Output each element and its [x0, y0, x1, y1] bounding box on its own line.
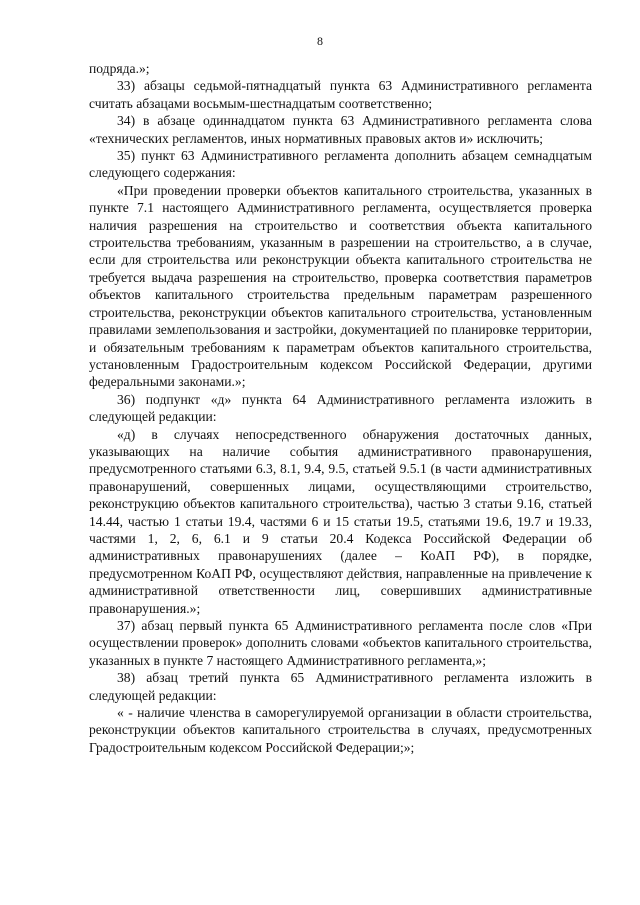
paragraph-item-38: 38) абзац третий пункта 65 Административного регламента изложить в следующей редакции: — [89, 670, 592, 703]
page-number: 8 — [317, 34, 323, 48]
paragraph-quote-38: « - наличие членства в саморегулируемой организации в области строительства, реконструкции объектов капитального строительства в случаях, предусмотренных Градостроительным кодексом Российской Федерации;»; — [89, 705, 592, 755]
document-body — [89, 60, 592, 756]
paragraph-item-36: 36) подпункт «д» пункта 64 Административного регламента изложить в следующей редакции: — [89, 391, 592, 425]
paragraph-quote-35: «При проведении проверки объектов капитального строительства, указанных в пункте 7.1 настоящего Административного регламента, осуществляется проверка наличия разрешения на строительство и соответствия объекта капитального строительства требованиям, указанным в разрешении на строительство, а в случае, если для строительства или реконструкции объекта капитального строительства не требуется выдача разрешения на строительство, проверка соответствия параметров объектов капитального строительства предельным параметрам разрешенного строительства, реконструкции объектов капитального строительства, установленным правилами землепользования и застройки, документацией по планировке территории, и обязательным требованиям к параметрам объектов капитального строительства, установленным Градостроительным кодексом Российской Федерации, другими федеральными законами.»; — [89, 182, 592, 390]
paragraph-quote-36: «д) в случаях непосредственного обнаружения достаточных данных, указывающих на наличие события административного правонарушения, предусмотренного статьями 6.3, 8.1, 9.4, 9.5, статьей 9.5.1 (в части административных правонарушений, совершенных лицами, осуществляющими строительство, реконструкцию объектов капитального строительства), частью 3 статьи 9.16, статьей 14.44, частью 1 статьи 19.4, частями 6 и 15 статьи 19.5, статьями 19.6, 19.7 и 19.33, частями 1, 2, 6, 6.1 и 9 статьи 20.4 Кодекса Российской Федерации об административных правонарушениях (далее – КоАП РФ), в порядке, предусмотренном КоАП РФ, осуществляют действия, направленные на привлечение к административной ответственности лиц, совершивших административные правонарушения.»; — [89, 426, 592, 616]
paragraph-item-33: 33) абзацы седьмой-пятнадцатый пункта 63 Административного регламента считать абзацами восьмым-шестнадцатым соответственно; — [89, 78, 592, 111]
paragraph-continuation: подряда.»; — [89, 61, 150, 76]
paragraph-item-35: 35) пункт 63 Административного регламента дополнить абзацем семнадцатым следующего содержания: — [89, 148, 592, 181]
paragraph-item-34: 34) в абзаце одиннадцатом пункта 63 Административного регламента слова «технических регламентов, иных нормативных правовых актов и» исключить; — [89, 113, 592, 146]
paragraph-item-37: 37) абзац первый пункта 65 Административного регламента после слов «При осуществлении проверок» дополнить словами «объектов капитального строительства, указанных в пункте 7 настоящего Административного регламента,»; — [89, 618, 592, 668]
